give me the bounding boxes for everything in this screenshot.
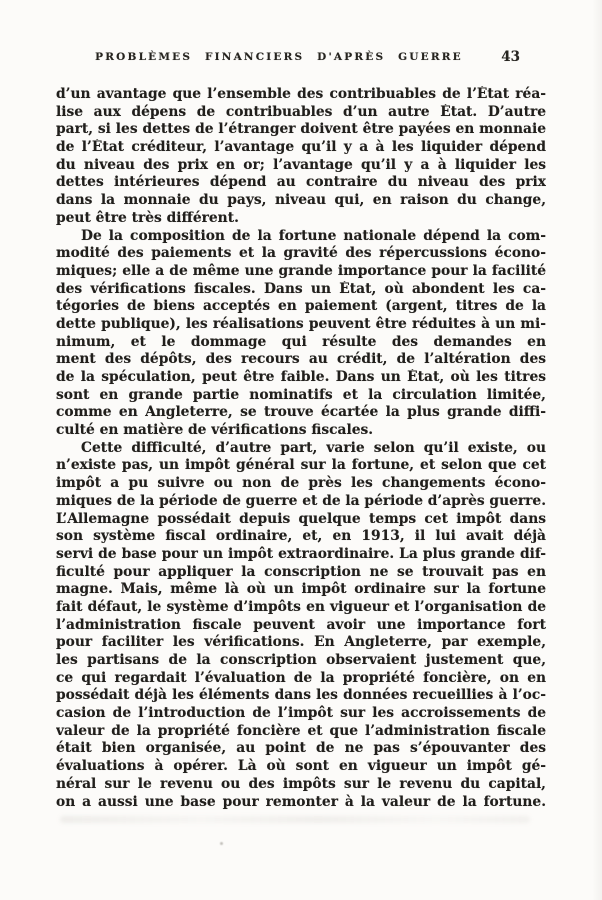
page-number: 43	[501, 49, 520, 65]
paragraph	[56, 86, 546, 228]
text-line: fait défaut, le système d’impôts en vigueur et l’organisation de	[56, 598, 546, 615]
text-line: sont en grande partie nominatifs et la circulation limitée,	[56, 386, 546, 403]
text-line: comme en Angleterre, se trouve écartée la plus grande diffi-	[56, 404, 546, 421]
text-line: modité des paiements et la gravité des répercussions écono-	[56, 245, 546, 262]
text-line: nimum, et le dommage qui résulte des demandes en	[56, 333, 546, 350]
text-line: néral sur le revenu ou des impôts sur le revenu du capital,	[56, 775, 546, 792]
text-line: casion de l’introduction de l’impôt sur les accroissements de	[56, 705, 546, 722]
text-line: Cette difficulté, d’autre part, varie selon qu’il existe, ou	[81, 439, 546, 456]
text-line: miques de la période de guerre et de la période d’après guerre.	[56, 492, 546, 509]
text-block	[56, 86, 546, 811]
text-line: l’administration fiscale peuvent avoir une importance fort	[56, 616, 546, 633]
paragraph	[56, 228, 546, 440]
text-line: impôt a pu suivre ou non de près les changements écono-	[56, 475, 546, 492]
text-line: des vérifications fiscales. Dans un État, où abondent les ca-	[56, 280, 546, 297]
scan-artifact-ghost-line	[60, 816, 530, 823]
scan-artifact-edge-shade	[592, 0, 602, 900]
text-line: miques; elle a de même une grande importance pour la facilité	[56, 262, 546, 279]
text-line: possédait déjà les éléments dans les données recueillies à l’oc-	[56, 687, 546, 704]
text-line: ficulté pour appliquer la conscription ne se trouvait pas en	[56, 563, 546, 580]
paragraph	[56, 440, 546, 811]
text-line: pour faciliter les vérifications. En Angleterre, par exemple,	[56, 634, 546, 651]
text-line: n’existe pas, un impôt général sur la fortune, et selon que cet	[56, 457, 546, 474]
text-line: culté en matière de vérifications fiscales.	[56, 422, 374, 439]
text-line: lise aux dépens de contribuables d’un autre État. D’autre	[56, 103, 546, 120]
text-line: ment des dépôts, des recours au crédit, de l’altération des	[56, 351, 546, 368]
text-line: dettes intérieures dépend au contraire du niveau des prix	[56, 174, 546, 191]
text-line: De la composition de la fortune nationale dépend la com-	[81, 227, 546, 244]
text-line: magne. Mais, même là où un impôt ordinaire sur la fortune	[56, 581, 546, 598]
text-line: était bien organisée, au point de ne pas s’épouvanter des	[56, 740, 546, 757]
text-line: valeur de la propriété foncière et que l’administration fiscale	[56, 722, 546, 739]
text-line: part, si les dettes de l’étranger doivent être payées en monnaie	[56, 121, 546, 138]
text-line: son système fiscal ordinaire, et, en 1913, il lui avait déjà	[56, 528, 546, 545]
text-line: L’Allemagne possédait depuis quelque temps cet impôt dans	[56, 510, 546, 527]
text-line: tégories de biens acceptés en paiement (argent, titres de la	[56, 298, 546, 315]
text-line: évaluations à opérer. Là où sont en vigueur un impôt gé-	[56, 758, 546, 775]
text-line: peut être très différent.	[56, 209, 239, 226]
running-head	[56, 51, 546, 67]
text-line: de la spéculation, peut être faible. Dans un État, où les titres	[56, 369, 546, 385]
text-line: ce qui regardait l’évaluation de la propriété foncière, on en	[56, 669, 546, 686]
text-line: on a aussi une base pour remonter à la valeur de la fortune.	[56, 793, 546, 810]
text-line: servi de base pour un impôt extraordinaire. La plus grande dif-	[56, 545, 546, 562]
text-line: les partisans de la conscription observaient justement que,	[56, 652, 546, 668]
text-line: de l’État créditeur, l’avantage qu’il y a à les liquider dépend	[56, 139, 546, 156]
page-header-title: PROBLÈMES FINANCIERS D'APRÈS GUERRE	[95, 51, 463, 63]
scan-artifact-speck	[220, 842, 223, 845]
text-line: dans la monnaie du pays, niveau qui, en raison du change,	[56, 192, 546, 209]
text-line: dette publique), les réalisations peuvent être réduites à un mi-	[56, 315, 546, 332]
text-line: du niveau des prix en or; l’avantage qu’il y a à liquider les	[56, 156, 546, 173]
text-line: d’un avantage que l’ensemble des contribuables de l’État réa-	[56, 86, 546, 102]
